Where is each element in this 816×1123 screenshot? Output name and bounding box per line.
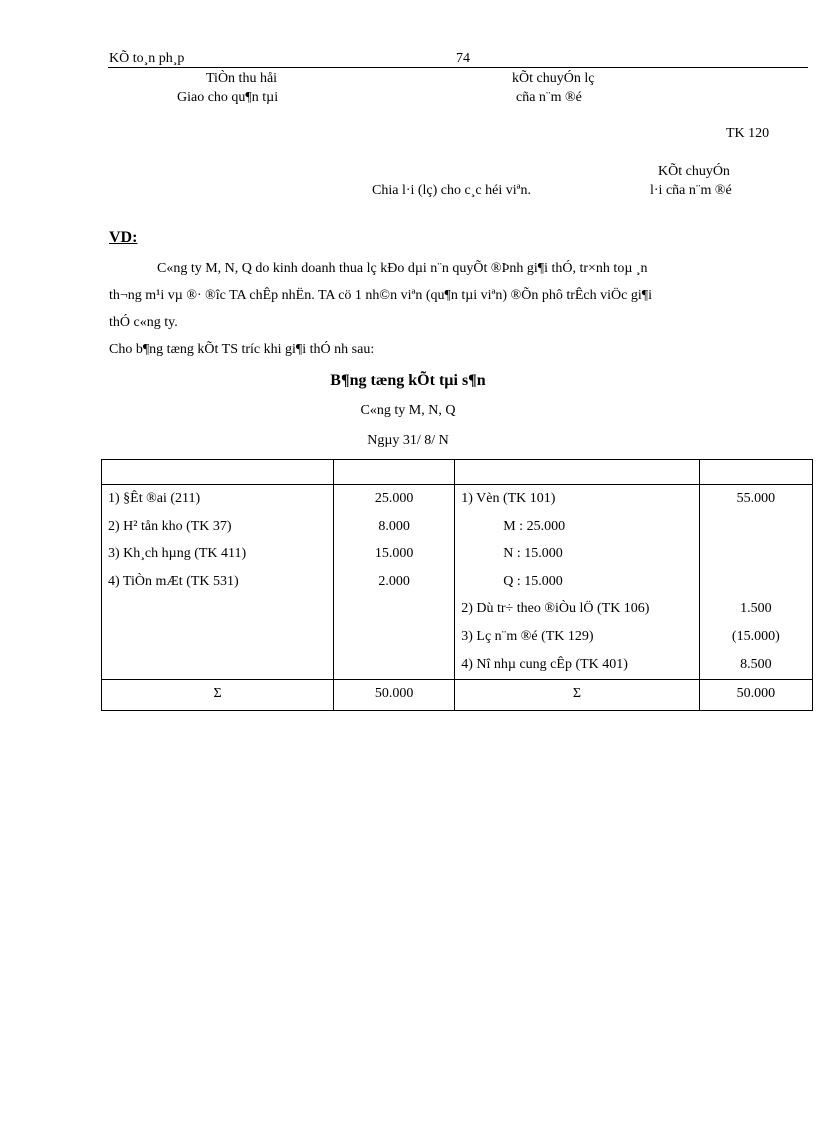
asset-value: 2.000 bbox=[378, 573, 410, 589]
header-cell bbox=[699, 460, 812, 485]
liability-value: (15.000) bbox=[731, 628, 780, 644]
asset-value: 25.000 bbox=[374, 491, 414, 506]
page-number: 74 bbox=[456, 51, 470, 66]
liability-value: 8.500 bbox=[740, 656, 772, 672]
diagram-top-left-1: TiÒn thu håi bbox=[206, 71, 278, 86]
account-label: TK 120 bbox=[726, 126, 770, 141]
table-title: B¶ng tæng kÕt tµi s¶n bbox=[330, 372, 486, 389]
header-rule bbox=[108, 67, 808, 68]
total-assets-value: 50.000 bbox=[334, 680, 455, 711]
header-cell bbox=[334, 460, 455, 485]
diagram-top-right-2: cña n¨m ®é bbox=[516, 90, 582, 105]
asset-label: 1) §Êt ®ai (211) bbox=[108, 491, 201, 506]
liability-label: 1) Vèn (TK 101) bbox=[461, 491, 556, 506]
liability-label: 3) Lç n¨m ®é (TK 129) bbox=[461, 628, 594, 644]
liability-value bbox=[700, 568, 812, 596]
company-name: C«ng ty M, N, Q bbox=[360, 403, 456, 418]
header-cell bbox=[455, 460, 699, 485]
asset-value: 8.000 bbox=[378, 518, 410, 534]
diagram-middle-label: Chia l·i (lç) cho c¸c héi viªn. bbox=[372, 183, 531, 198]
total-symbol-assets: Σ bbox=[102, 680, 334, 711]
asset-label: 2) H² tån kho (TK 37) bbox=[108, 518, 232, 534]
total-symbol-liabilities: Σ bbox=[455, 680, 699, 711]
balance-date: Ngµy 31/ 8/ N bbox=[367, 433, 449, 448]
diagram-right-label-2: l·i cña n¨m ®é bbox=[650, 183, 732, 198]
liability-value: 55.000 bbox=[736, 491, 776, 506]
diagram-top-left-2: Giao cho qu¶n tµi bbox=[177, 90, 279, 105]
asset-value: 15.000 bbox=[374, 546, 414, 562]
liabilities-values bbox=[699, 485, 812, 680]
liability-label: 2) Dù tr÷ theo ®iÒu lÖ (TK 106) bbox=[461, 601, 650, 617]
balance-sheet-table bbox=[101, 459, 813, 711]
table-body-row bbox=[102, 485, 813, 680]
liability-value bbox=[700, 540, 812, 568]
example-line-3: thÓ c«ng ty. bbox=[109, 315, 178, 330]
assets-values bbox=[334, 485, 455, 680]
header-left: KÕ to¸n ph¸p bbox=[109, 51, 185, 66]
total-row bbox=[102, 680, 813, 711]
example-line-2: th¬ng m¹i vµ ®· ®îc TA chÊp nhËn. TA cö 1 nh©n viªn (qu¶n tµi viªn) ®Õn phô trÊch viÖc gi¶i bbox=[109, 288, 652, 303]
liability-label: 4) Nî nhµ cung cÊp (TK 401) bbox=[461, 656, 628, 672]
example-line-1: C«ng ty M, N, Q do kinh doanh thua lç kÐo dµi n¨n quyÕt ®Þnh gi¶i thÓ, tr×nh toµ ¸n bbox=[157, 261, 648, 276]
diagram-top-right-1: kÕt chuyÓn lç bbox=[512, 71, 595, 86]
example-line-4: Cho b¶ng tæng kÕt TS tríc khi gi¶i thÓ nh sau: bbox=[109, 342, 375, 357]
diagram-right-label-1: KÕt chuyÓn bbox=[658, 164, 730, 179]
liabilities-labels bbox=[455, 485, 699, 680]
liability-label: Q : 15.000 bbox=[503, 573, 563, 589]
example-heading: VD: bbox=[109, 229, 138, 246]
liability-value bbox=[700, 513, 812, 541]
liability-value: 1.500 bbox=[740, 601, 772, 617]
liability-label: M : 25.000 bbox=[503, 518, 566, 534]
asset-label: 4) TiÒn mÆt (TK 531) bbox=[108, 573, 239, 589]
liability-label: N : 15.000 bbox=[503, 546, 563, 562]
header-cell bbox=[102, 460, 334, 485]
assets-labels bbox=[102, 485, 334, 680]
total-liabilities-value: 50.000 bbox=[699, 680, 812, 711]
table-header-row bbox=[102, 460, 813, 485]
asset-label: 3) Kh¸ch hµng (TK 411) bbox=[108, 546, 247, 562]
